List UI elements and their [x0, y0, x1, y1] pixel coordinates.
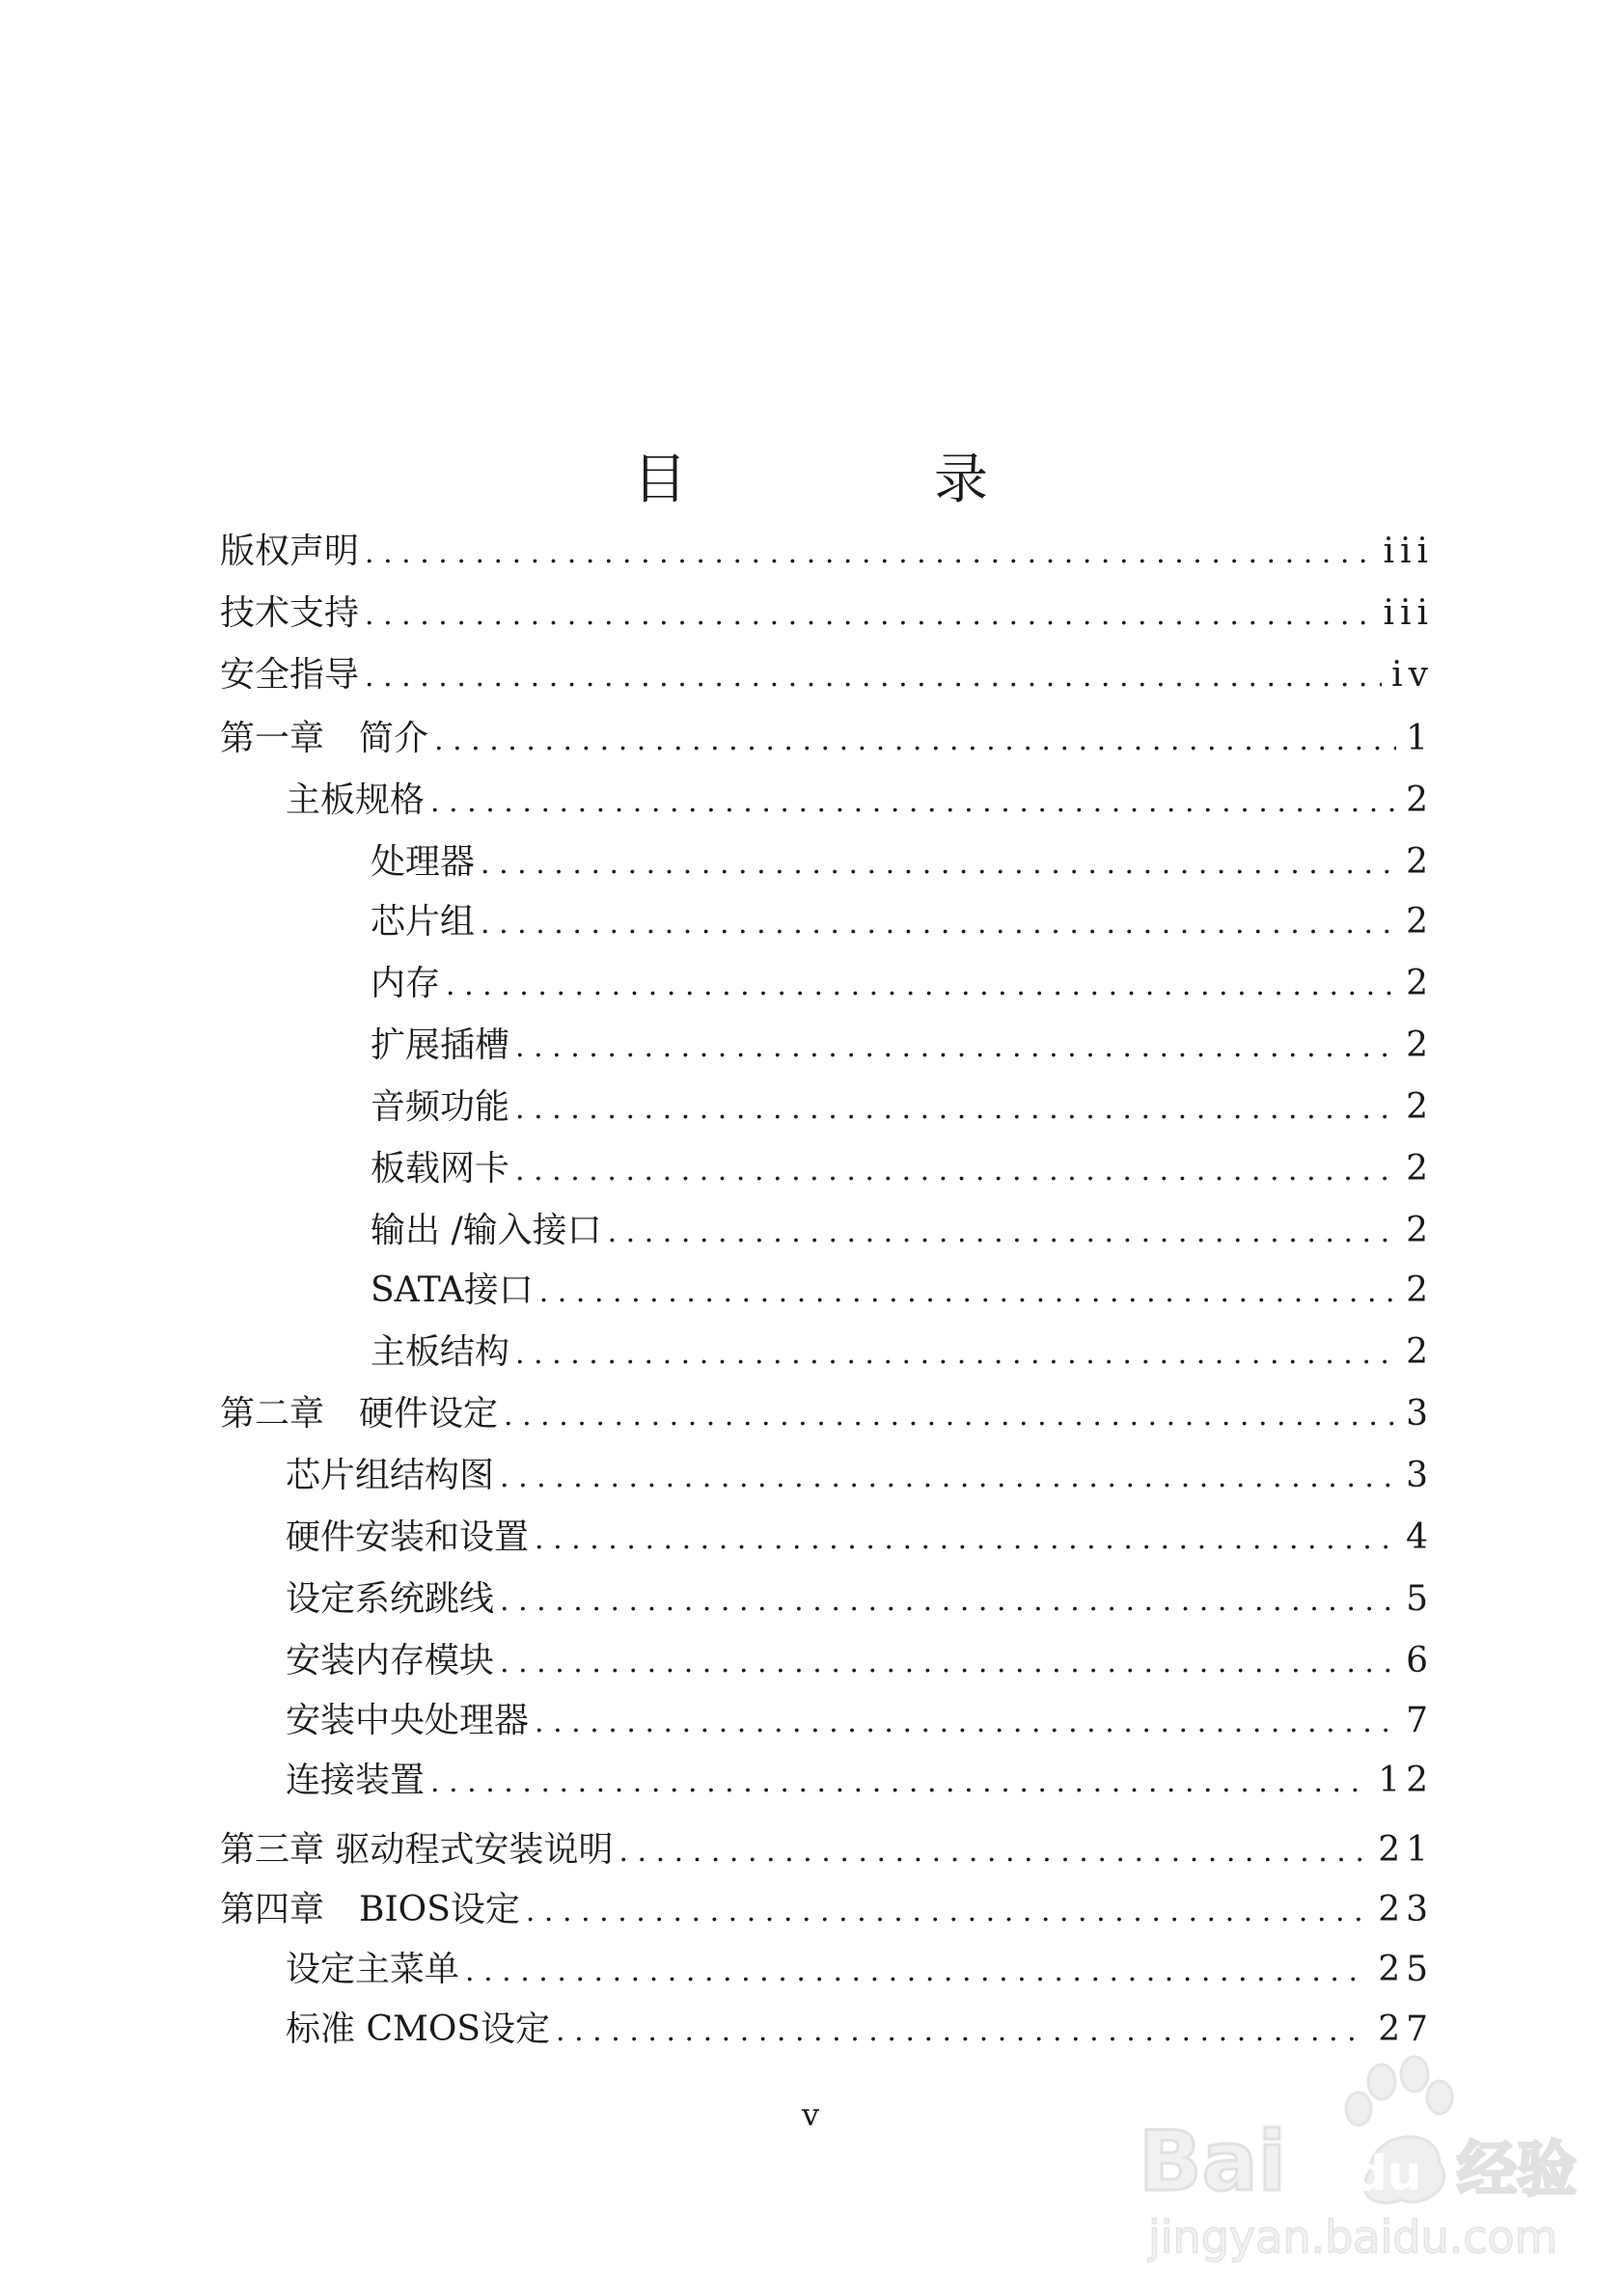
toc-entry-page: 27: [1378, 2009, 1434, 2049]
toc-dot-leader: [500, 1638, 1396, 1686]
toc-entry: [286, 778, 1434, 824]
toc-dot-leader: [526, 1887, 1368, 1935]
toc-entry-title: 输出 /输入接口: [371, 1211, 602, 1250]
svg-text:du: du: [1353, 2146, 1422, 2201]
toc-entry-page: 2: [1406, 1149, 1434, 1189]
toc-entry-page: 2: [1406, 780, 1434, 820]
toc-entry-title: 安全指导: [220, 655, 360, 695]
toc-entry: [286, 1576, 1434, 1623]
toc-entry: [371, 1208, 1434, 1254]
toc-entry-page: 2: [1406, 1211, 1434, 1250]
toc-entry: [286, 1638, 1434, 1684]
toc-entry-title: 第二章 硬件设定: [220, 1394, 499, 1434]
toc-entry-title: 版权声明: [220, 532, 360, 571]
toc-entry: [286, 1698, 1434, 1744]
toc-entry-page: 2: [1406, 1271, 1434, 1310]
toc-entry-page: iii: [1383, 593, 1434, 633]
svg-text:经验: 经验: [1457, 2134, 1578, 2204]
page-title: 目 录: [633, 449, 1085, 511]
toc-entry-title: 设定主菜单: [286, 1950, 460, 1989]
toc-entry-title: 第四章 BIOS设定: [220, 1890, 520, 1929]
toc-entry-title: 芯片组结构图: [286, 1456, 495, 1495]
toc-entry-title: 硬件安装和设置: [286, 1517, 530, 1557]
toc-entry-title: 芯片组: [371, 902, 476, 942]
toc-entry: [371, 1146, 1434, 1192]
toc-entry-page: 2: [1406, 902, 1434, 942]
toc-dot-leader: [618, 1827, 1368, 1875]
toc-entry-page: 4: [1406, 1517, 1434, 1557]
toc-entry: [286, 1515, 1434, 1561]
toc-dot-leader: [535, 1698, 1396, 1746]
toc-entry-page: 21: [1378, 1830, 1434, 1870]
toc-dot-leader: [515, 1023, 1396, 1071]
toc-dot-leader: [556, 2007, 1368, 2055]
toc-entry-page: 2: [1406, 842, 1434, 882]
toc-dot-leader: [365, 529, 1373, 577]
toc-dot-leader: [515, 1146, 1396, 1194]
toc-entry-page: iii: [1383, 532, 1434, 571]
toc-dot-leader: [430, 778, 1396, 826]
svg-text:jingyan.baidu.com: jingyan.baidu.com: [1148, 2211, 1558, 2263]
toc-entry-page: 3: [1406, 1456, 1434, 1495]
toc-dot-leader: [434, 716, 1396, 764]
toc-entry: [220, 652, 1434, 698]
toc-entry-title: 处理器: [371, 842, 476, 882]
toc-entry: [371, 899, 1434, 945]
toc-entry-title: 内存: [371, 964, 441, 1003]
toc-entry-page: 1: [1406, 719, 1434, 758]
toc-entry-title: 音频功能: [371, 1087, 510, 1127]
toc-entry: [371, 1329, 1434, 1376]
toc-entry: [220, 1827, 1434, 1873]
toc-entry-page: 23: [1378, 1890, 1434, 1929]
toc-entry: [220, 590, 1434, 637]
toc-entry: [220, 1391, 1434, 1437]
toc-dot-leader: [430, 1758, 1368, 1806]
toc-entry: [286, 2007, 1434, 2053]
svg-text:Bai: Bai: [1139, 2114, 1287, 2210]
toc-dot-leader: [515, 1084, 1396, 1133]
toc-entry: [220, 716, 1434, 762]
toc-entry-title: 第三章 驱动程式安装说明: [220, 1830, 614, 1870]
toc-entry: [371, 1023, 1434, 1069]
toc-entry: [371, 1084, 1434, 1131]
toc-entry-title: 主板规格: [286, 780, 426, 820]
toc-entry-page: 2: [1406, 964, 1434, 1003]
toc-entry: [371, 961, 1434, 1007]
toc-dot-leader: [539, 1268, 1396, 1316]
toc-dot-leader: [608, 1208, 1397, 1256]
toc-dot-leader: [535, 1515, 1396, 1563]
toc-entry-title: 第一章 简介: [220, 719, 429, 758]
toc-dot-leader: [500, 1453, 1396, 1501]
toc-entry: [371, 839, 1434, 886]
toc-entry: [220, 1887, 1434, 1933]
toc-entry-title: 标准 CMOS设定: [286, 2009, 551, 2049]
toc-entry-title: 扩展插槽: [371, 1025, 510, 1065]
toc-entry: [220, 529, 1434, 575]
toc-entry-page: 2: [1406, 1332, 1434, 1372]
toc-entry-page: iv: [1391, 655, 1434, 695]
toc-entry-title: 设定系统跳线: [286, 1579, 495, 1619]
toc-dot-leader: [465, 1947, 1368, 1995]
toc-entry-page: 2: [1406, 1025, 1434, 1065]
toc-dot-leader: [446, 961, 1396, 1009]
toc-dot-leader: [515, 1329, 1396, 1378]
toc-entry-title: 安装中央处理器: [286, 1701, 530, 1740]
toc-entry-title: 连接装置: [286, 1761, 426, 1800]
toc-dot-leader: [500, 1576, 1396, 1625]
toc-entry-title: 主板结构: [371, 1332, 510, 1372]
toc-entry-page: 12: [1378, 1761, 1434, 1800]
toc-entry-page: 2: [1406, 1087, 1434, 1127]
toc-dot-leader: [481, 839, 1396, 888]
toc-entry-page: 7: [1406, 1701, 1434, 1740]
toc-entry: [371, 1268, 1434, 1314]
toc-entry-title: 技术支持: [220, 593, 360, 633]
page-number: v: [801, 2096, 820, 2133]
toc-dot-leader: [365, 652, 1382, 700]
baidu-jingyan-watermark-logo: [1129, 2055, 1582, 2277]
toc-entry: [286, 1947, 1434, 1993]
toc-dot-leader: [365, 590, 1373, 639]
toc-dot-leader: [481, 899, 1396, 947]
toc-entry-page: 25: [1378, 1950, 1434, 1989]
toc-dot-leader: [504, 1391, 1396, 1439]
toc-entry: [286, 1758, 1434, 1804]
toc-entry-title: SATA接口: [371, 1271, 534, 1310]
toc-entry-page: 6: [1406, 1641, 1434, 1681]
toc-entry-page: 3: [1406, 1394, 1434, 1434]
toc-entry-title: 安装内存模块: [286, 1641, 495, 1681]
toc-entry-title: 板载网卡: [371, 1149, 510, 1189]
toc-entry: [286, 1453, 1434, 1499]
toc-entry-page: 5: [1406, 1579, 1434, 1619]
